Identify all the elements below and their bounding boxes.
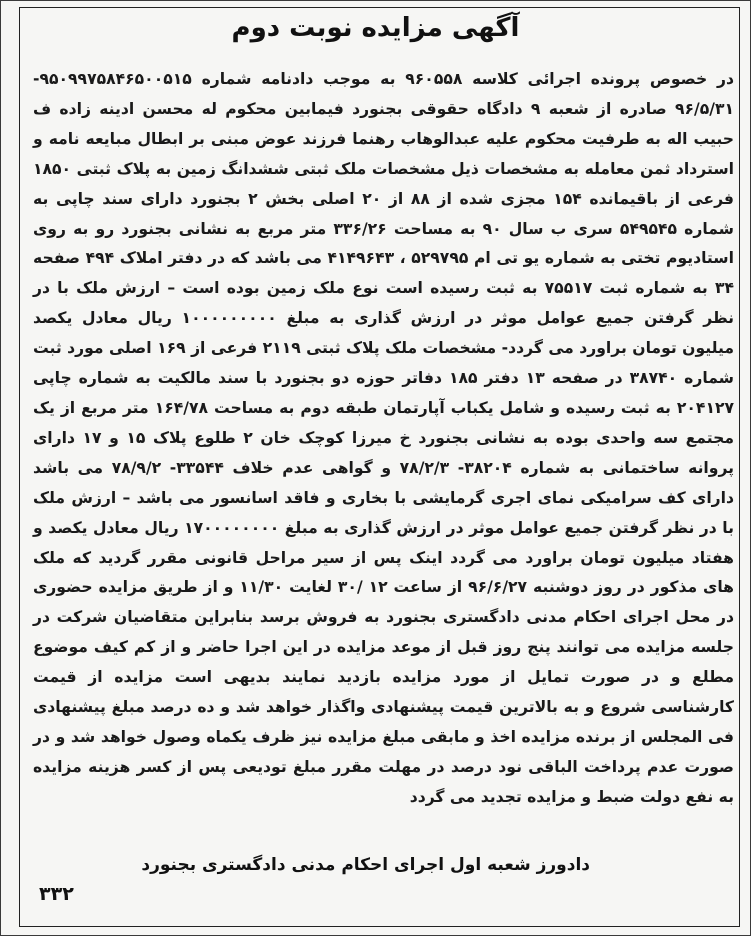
notice-body: در خصوص پرونده اجرائی کلاسه ۹۶۰۵۵۸ به موجب دادنامه شماره ۹۵۰۹۹۷۵۸۴۶۵۰۰۵۱۵- ۹۶/۵/۳۱ صادره از شعبه ۹ دادگاه حقوقی بجنورد فیمابین محکوم له محسن ادینه زاده ف حبیب اله به طرفیت محکوم علیه عبدالوهاب رهنما فرزند عوض مبنی بر ابطال مبایعه نامه و استرداد ثمن معامله به مشخصات ذیل مشخصات ملک ثبتی ششدانگ زمین به پلاک ثبتی ۱۸۵۰ فرعی از باقیمانده ۱۵۴ مجزی شده از ۸۸ از ۲۰ اصلی بخش ۲ بجنورد دارای سند چاپی به شماره ۵۴۹۵۴۵ سری ب سال ۹۰ به مساحت ۳۳۶/۲۶ متر مربع به نشانی بجنورد رو به روی استادیوم تختی به شماره یو تی ام ۵۲۹۷۹۵ ، ۴۱۴۹۶۴۳ می باشد که در دفتر املاک ۴۹۴ صفحه ۳۴ به شماره ثبت ۷۵۵۱۷ به ثبت رسیده است نوع ملک زمین بوده است – ارزش ملک با در نظر گرفتن جمیع عوامل موثر در ارزش گذاری به مبلغ ۱۰۰۰۰۰۰۰۰۰ ریال معادل یکصد میلیون تومان براورد می گردد- مشخصات ملک پلاک ثبتی ۲۱۱۹ فرعی از ۱۶۹ اصلی مورد ثبت شماره ۳۸۷۴۰ در صفحه ۱۳ دفتر ۱۸۵ دفاتر حوزه دو بجنورد با سند مالکیت به شماره چاپی ۲۰۴۱۲۷ به ثبت رسیده و شامل یکباب آپارتمان طبقه دوم به مساحت ۱۶۴/۷۸ متر مربع از یک مجتمع سه واحدی بوده به نشانی بجنورد خ میرزا کوچک خان ۲ طلوع پلاک ۱۵ و ۱۷ دارای پروانه ساختمانی به شماره ۳۸۲۰۴- ۷۸/۲/۳ و گواهی عدم خلاف ۳۳۵۴۴- ۷۸/۹/۲ می باشد دارای کف سرامیکی نمای اجری گرمایشی با بخاری و فاقد اسانسور می باشد – ارزش ملک با در نظر گرفتن جمیع عوامل موثر در ارزش گذاری به مبلغ ۱۷۰۰۰۰۰۰۰۰ ریال معادل یکصد و هفتاد میلیون تومان براورد می گردد اینک پس از سیر مراحل قانونی مقرر گردید که ملک های مذکور در روز دوشنبه ۹۶/۶/۲۷ از ساعت ۱۲ /۳۰ لغایت ۱۱/۳۰ و از طریق مزایده حضوری در محل اجرای احکام مدنی دادگستری بجنورد به فروش برسد بنابراین متقاضیان شرکت در جلسه مزایده می توانند پنج روز قبل از موعد مزایده در این اجرا حاضر و از کم کیف موضوع مطلع و در صورت تمایل از مورد مزایده بازدید نمایند بدیهی است مزایده از قیمت کارشناسی شروع و به بالاترین قیمت پیشنهادی واگذار خواهد شد و ده درصد مبلغ پیشنهادی فی المجلس از برنده مزایده اخذ و مابقی مبلغ مزایده نیز ظرف یکماه وصول خواهد شد و در صورت عدم پرداخت الباقی نود درصد در مهلت مقرر مبلغ تودیعی پس از کسر هزینه مزایده به نفع دولت ضبط و مزایده تجدید می گردد: [33, 70, 735, 806]
notice-title: آگهی مزایده نوبت دوم: [231, 13, 520, 43]
notice-signature: دادورز شعبه اول اجرای احکام مدنی دادگستری بجنورد: [141, 855, 590, 875]
notice-code: ۳۳۲: [39, 883, 74, 905]
